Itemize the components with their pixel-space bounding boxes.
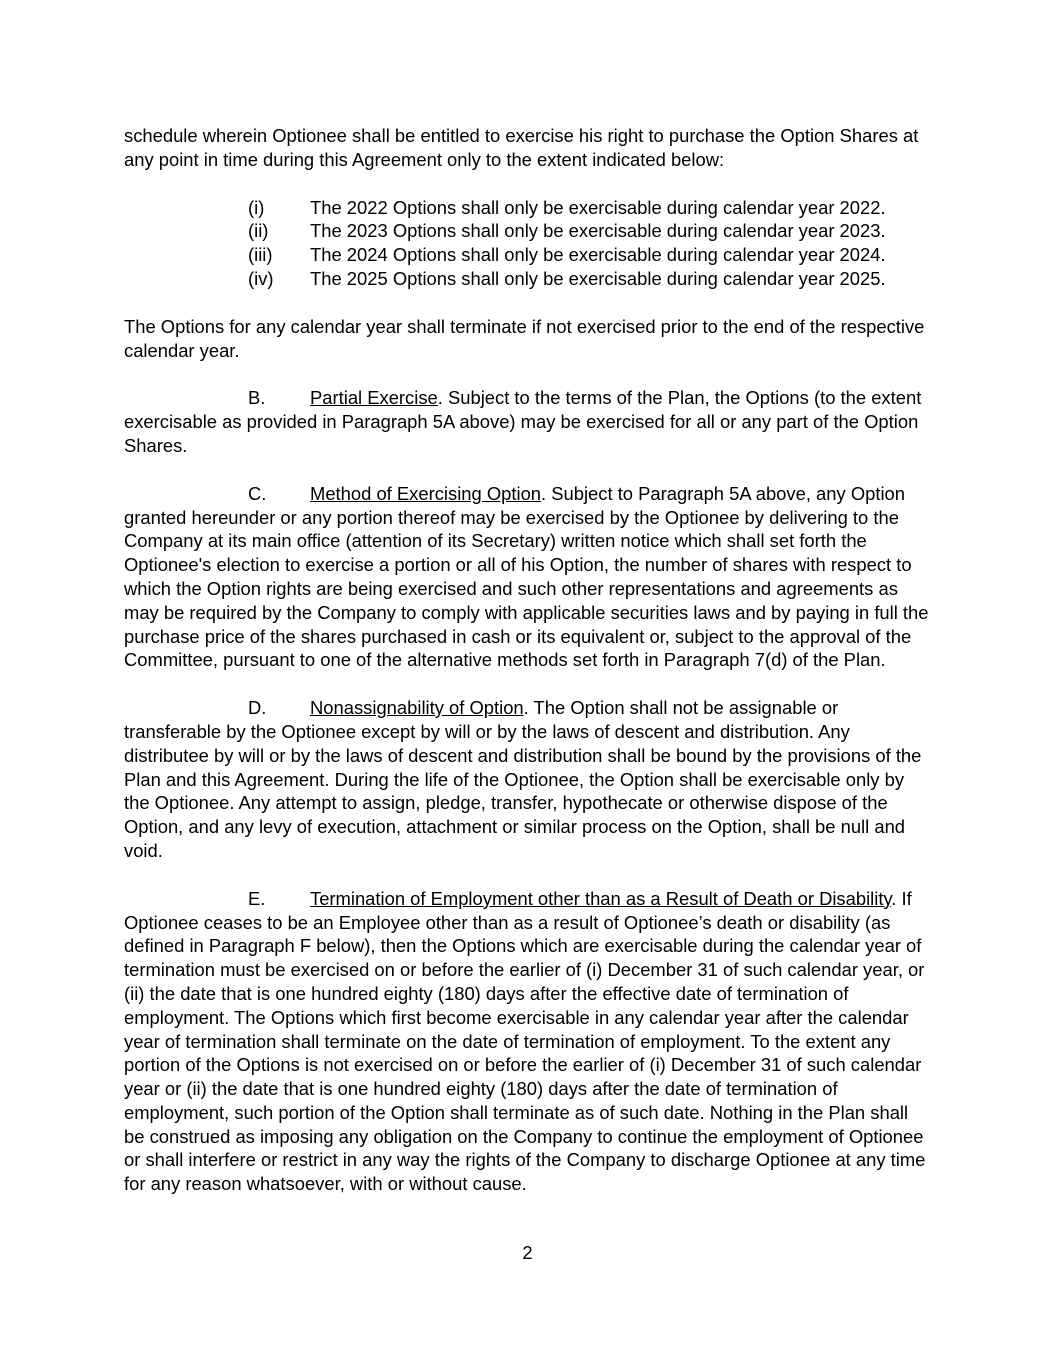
section-heading: Termination of Employment other than as a Result of Death or Disability	[310, 887, 892, 909]
page-number: 2	[522, 1242, 533, 1263]
list-item	[124, 267, 932, 291]
list-item	[124, 196, 932, 220]
section-body: . Subject to Paragraph 5A above, any Option granted hereunder or any portion thereof may be exercised by the Optionee by delivering to the Company at its main office (attention of its Secretary) written notice which shall set forth the Optionee's election to exercise a portion or all of his Option, the number of shares with respect to which the Option rights are being exercised and such other representations and agreements as may be required by the Company to comply with applicable securities laws and by paying in full the purchase price of the shares purchased in cash or its equivalent or, subject to the approval of the Committee, pursuant to one of the alternative methods set forth in Paragraph 7(d) of the Plan.	[124, 482, 929, 671]
exercise-schedule-list	[124, 196, 932, 291]
section-c-paragraph	[124, 482, 932, 672]
list-item-text: The 2022 Options shall only be exercisable during calendar year 2022.	[310, 196, 886, 218]
list-item-number: (iii)	[248, 244, 273, 266]
section-d-paragraph	[124, 696, 932, 863]
section-b-paragraph	[124, 386, 932, 457]
document-page	[124, 124, 932, 1196]
list-item-number: (iv)	[248, 267, 274, 289]
section-e-paragraph	[124, 887, 932, 1196]
section-body: . If Optionee ceases to be an Employee other than as a result of Optionee’s death or disability (as defined in Paragraph F below), then the Options which are exercisable during the calendar year of termination must be exercised on or before the earlier of (i) December 31 of such calendar year, or (ii) the date that is one hundred eighty (180) days after the effective date of termination of employment. The Options which first become exercisable in any calendar year after the calendar year of termination shall terminate on the date of termination of employment. To the extent any portion of the Options is not exercised on or before the earlier of (i) December 31 of such calendar year or (ii) the date that is one hundred eighty (180) days after the date of termination of employment, such portion of the Option shall terminate as of such date. Nothing in the Plan shall be construed as imposing any obligation on the Company to continue the employment of Optionee or shall interfere or restrict in any way the rights of the Company to discharge Optionee at any time for any reason whatsoever, with or without cause.	[124, 887, 926, 1195]
list-item	[124, 243, 932, 267]
section-letter: D.	[248, 697, 267, 719]
list-item-number: (ii)	[248, 220, 269, 242]
list-item-text: The 2025 Options shall only be exercisable during calendar year 2025.	[310, 267, 886, 289]
termination-note-paragraph: The Options for any calendar year shall terminate if not exercised prior to the end of the respective calendar year.	[124, 315, 925, 361]
list-item	[124, 219, 932, 243]
list-item-text: The 2024 Options shall only be exercisable during calendar year 2024.	[310, 244, 886, 266]
section-heading: Nonassignability of Option	[310, 697, 524, 719]
section-body: . Subject to the terms of the Plan, the Options (to the extent exercisable as provided in Paragraph 5A above) may be exercised for all or any part of the Option Shares.	[124, 387, 922, 456]
section-letter: B.	[248, 387, 266, 409]
section-letter: E.	[248, 887, 266, 909]
list-item-number: (i)	[248, 196, 265, 218]
section-heading: Partial Exercise	[310, 387, 438, 409]
list-item-text: The 2023 Options shall only be exercisable during calendar year 2023.	[310, 220, 886, 242]
intro-paragraph: schedule wherein Optionee shall be entitled to exercise his right to purchase the Option Shares at any point in time during this Agreement only to the extent indicated below:	[124, 125, 919, 170]
section-body: . The Option shall not be assignable or transferable by the Optionee except by will or by the laws of descent and distribution. Any distributee by will or by the laws of descent and distribution shall be bound by the provisions of the Plan and this Agreement. During the life of the Optionee, the Option shall be exercisable only by the Optionee. Any attempt to assign, pledge, transfer, hypothecate or otherwise dispose of the Option, and any levy of execution, attachment or similar process on the Option, shall be null and void.	[124, 697, 922, 861]
section-heading: Method of Exercising Option	[310, 482, 542, 504]
section-letter: C.	[248, 482, 267, 504]
